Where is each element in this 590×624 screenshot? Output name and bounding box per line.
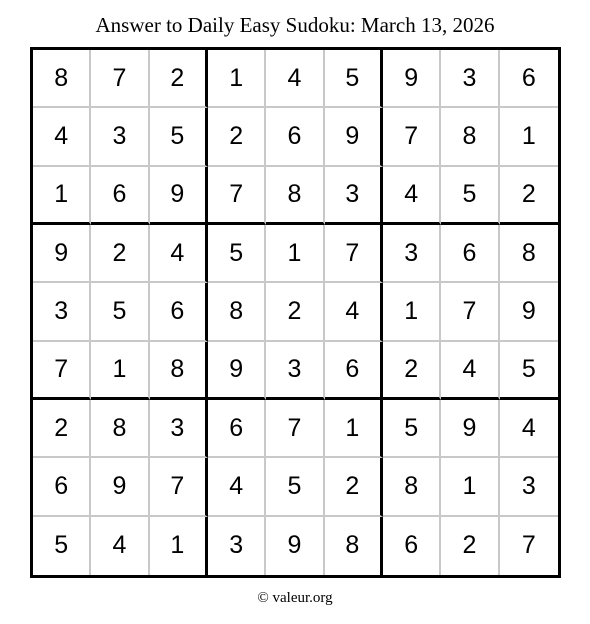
sudoku-cell: 6	[325, 342, 383, 400]
sudoku-cell: 9	[266, 517, 324, 575]
sudoku-cell: 3	[441, 50, 499, 108]
sudoku-cell: 6	[266, 108, 324, 166]
sudoku-cell: 4	[266, 50, 324, 108]
sudoku-cell: 4	[91, 517, 149, 575]
sudoku-cell: 1	[91, 342, 149, 400]
sudoku-cell: 9	[208, 342, 266, 400]
sudoku-cell: 5	[33, 517, 91, 575]
sudoku-cell: 1	[383, 283, 441, 341]
sudoku-cell: 3	[500, 458, 558, 516]
sudoku-cell: 4	[33, 108, 91, 166]
sudoku-cell: 7	[33, 342, 91, 400]
sudoku-cell: 8	[266, 167, 324, 225]
sudoku-cell: 2	[383, 342, 441, 400]
sudoku-cell: 8	[325, 517, 383, 575]
sudoku-cell: 7	[91, 50, 149, 108]
sudoku-cell: 6	[150, 283, 208, 341]
sudoku-cell: 6	[91, 167, 149, 225]
sudoku-cell: 4	[150, 225, 208, 283]
sudoku-cell: 5	[383, 400, 441, 458]
sudoku-cell: 5	[325, 50, 383, 108]
sudoku-cell: 4	[500, 400, 558, 458]
sudoku-cell: 1	[325, 400, 383, 458]
sudoku-cell: 2	[33, 400, 91, 458]
sudoku-cell: 3	[150, 400, 208, 458]
sudoku-cell: 5	[91, 283, 149, 341]
sudoku-cell: 9	[91, 458, 149, 516]
sudoku-cell: 9	[325, 108, 383, 166]
sudoku-cell: 5	[500, 342, 558, 400]
sudoku-cell: 6	[441, 225, 499, 283]
sudoku-cell: 3	[208, 517, 266, 575]
sudoku-cell: 7	[150, 458, 208, 516]
sudoku-cell: 7	[383, 108, 441, 166]
sudoku-cell: 5	[208, 225, 266, 283]
sudoku-cell: 2	[500, 167, 558, 225]
sudoku-cell: 9	[33, 225, 91, 283]
sudoku-cell: 6	[383, 517, 441, 575]
sudoku-cell: 9	[500, 283, 558, 341]
sudoku-cell: 9	[150, 167, 208, 225]
sudoku-cell: 1	[500, 108, 558, 166]
sudoku-cell: 2	[150, 50, 208, 108]
sudoku-cell: 8	[91, 400, 149, 458]
puzzle-title: Answer to Daily Easy Sudoku: March 13, 2026	[95, 13, 495, 37]
sudoku-cell: 6	[500, 50, 558, 108]
sudoku-cell: 5	[266, 458, 324, 516]
sudoku-cell: 6	[33, 458, 91, 516]
sudoku-cell: 1	[33, 167, 91, 225]
sudoku-cell: 1	[150, 517, 208, 575]
sudoku-cell: 7	[208, 167, 266, 225]
sudoku-cell: 3	[33, 283, 91, 341]
sudoku-cell: 8	[500, 225, 558, 283]
sudoku-cell: 9	[383, 50, 441, 108]
sudoku-cell: 1	[208, 50, 266, 108]
sudoku-cell: 4	[441, 342, 499, 400]
sudoku-cell: 1	[266, 225, 324, 283]
sudoku-cell: 7	[325, 225, 383, 283]
sudoku-cell: 6	[208, 400, 266, 458]
sudoku-cell: 3	[325, 167, 383, 225]
sudoku-cell: 5	[150, 108, 208, 166]
sudoku-cell: 9	[441, 400, 499, 458]
sudoku-cell: 5	[441, 167, 499, 225]
sudoku-cell: 4	[208, 458, 266, 516]
sudoku-cell: 2	[266, 283, 324, 341]
sudoku-cell: 7	[521, 531, 536, 560]
sudoku-cell: 1	[441, 458, 499, 516]
sudoku-cell: 7	[266, 400, 324, 458]
sudoku-cell: 3	[266, 342, 324, 400]
sudoku-cell: 2	[91, 225, 149, 283]
sudoku-cell: 7	[441, 283, 499, 341]
sudoku-cell: 8	[441, 108, 499, 166]
sudoku-cell: 8	[150, 342, 208, 400]
sudoku-grid	[30, 47, 561, 578]
sudoku-cell: 2	[325, 458, 383, 516]
sudoku-cell: 8	[208, 283, 266, 341]
sudoku-cell: 2	[208, 108, 266, 166]
sudoku-cell: 2	[441, 517, 499, 575]
sudoku-cell: 4	[383, 167, 441, 225]
sudoku-cell: 8	[33, 50, 91, 108]
sudoku-cell: 3	[91, 108, 149, 166]
copyright-footer: © valeur.org	[257, 590, 333, 606]
sudoku-cell: 3	[383, 225, 441, 283]
sudoku-cell: 8	[383, 458, 441, 516]
sudoku-cell: 4	[325, 283, 383, 341]
